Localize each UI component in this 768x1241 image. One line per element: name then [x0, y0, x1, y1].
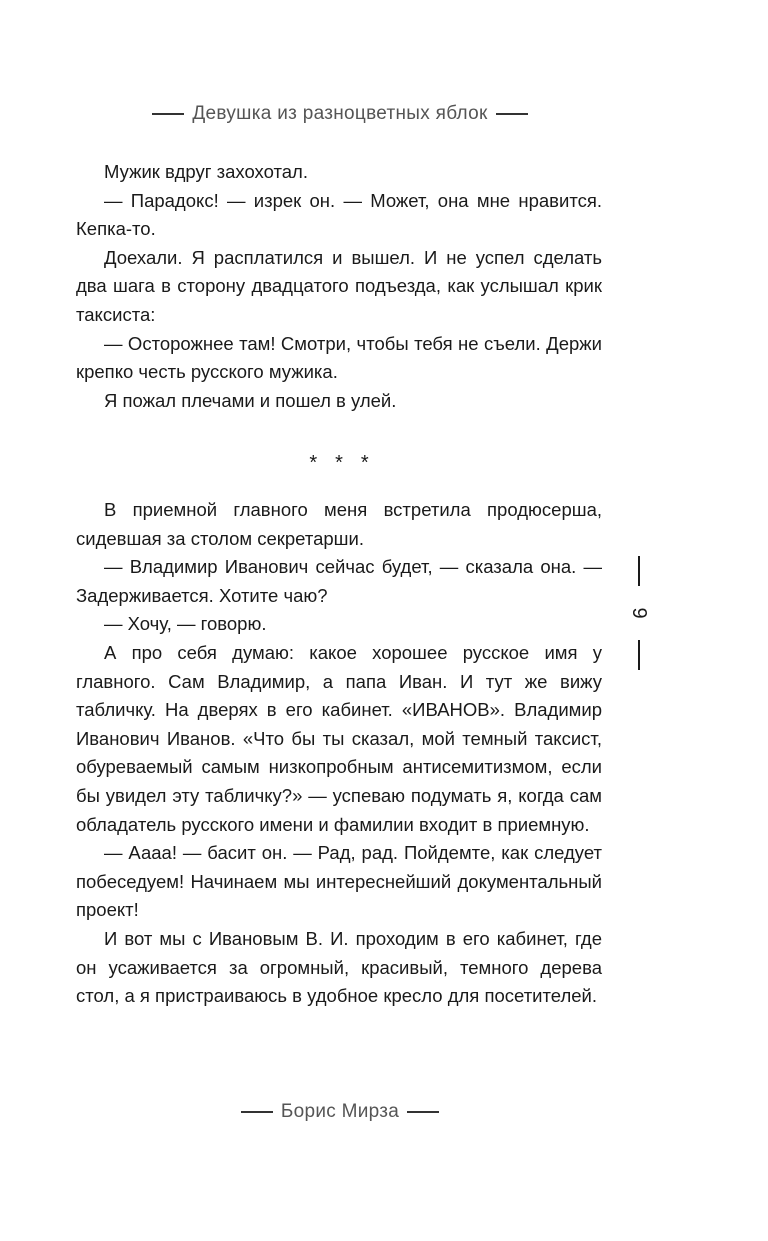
section-separator: *** — [309, 452, 387, 474]
paragraph: Доехали. Я расплатился и вышел. И не успел сделать два шага в сторону двадцатого подъезда, как услышал крик таксиста: — [76, 246, 602, 325]
running-footer — [0, 1101, 680, 1123]
footer-dash-left — [241, 1111, 273, 1113]
text-section-2 — [76, 496, 602, 1011]
book-title: Девушка из разноцветных яблок — [192, 103, 488, 124]
marker-bar-top — [638, 556, 640, 586]
header-dash-right — [496, 113, 528, 115]
header-dash-left — [152, 113, 184, 115]
paragraph: В приемной главного меня встретила продюсерша, сидевшая за столом секретарши. — [76, 499, 602, 549]
paragraph: Я пожал плечами и пошел в улей. — [104, 389, 397, 411]
paragraph: А про себя думаю: какое хорошее русское имя у главного. Сам Владимир, а папа Иван. И тут же вижу табличку. На дверях в его кабинет. «ИВАНОВ». Владимир Иванович Иванов. «Что бы ты сказал, мой темный таксист, обуреваемый самым низкопробным антисемитизмом, если бы увидел эту табличку?» — успеваю подумать я, когда сам обладатель русского имени и фамилии входит в приемную. — [76, 641, 602, 835]
marker-bar-bottom — [638, 640, 640, 670]
running-header — [0, 103, 680, 125]
footer-dash-right — [407, 1111, 439, 1113]
page-number-marker — [616, 556, 664, 668]
paragraph: Мужик вдруг захохотал. — [104, 161, 308, 182]
paragraph: — Хочу, — говорю. — [104, 613, 267, 635]
paragraph: — Аааа! — басит он. — Рад, рад. Пойдемте, как следует побеседуем! Начинаем мы интереснейший документальный проект! — [76, 842, 602, 921]
page-number: 9 — [628, 607, 650, 619]
paragraph: И вот мы с Ивановым В. И. проходим в его кабинет, где он усаживается за огромный, красивый, темного дерева стол, а я пристраиваюсь в удобное кресло для посетителей. — [76, 927, 602, 1007]
paragraph: — Владимир Иванович сейчас будет, — сказала она. — Задерживается. Хотите чаю? — [76, 556, 602, 606]
text-section-1 — [76, 158, 602, 415]
paragraph: — Парадокс! — изрек он. — Может, она мне нравится. Кепка-то. — [76, 189, 602, 240]
author-name: Борис Мирза — [280, 1101, 400, 1122]
paragraph: — Осторожнее там! Смотри, чтобы тебя не съели. Держи крепко честь русского мужика. — [76, 332, 602, 383]
